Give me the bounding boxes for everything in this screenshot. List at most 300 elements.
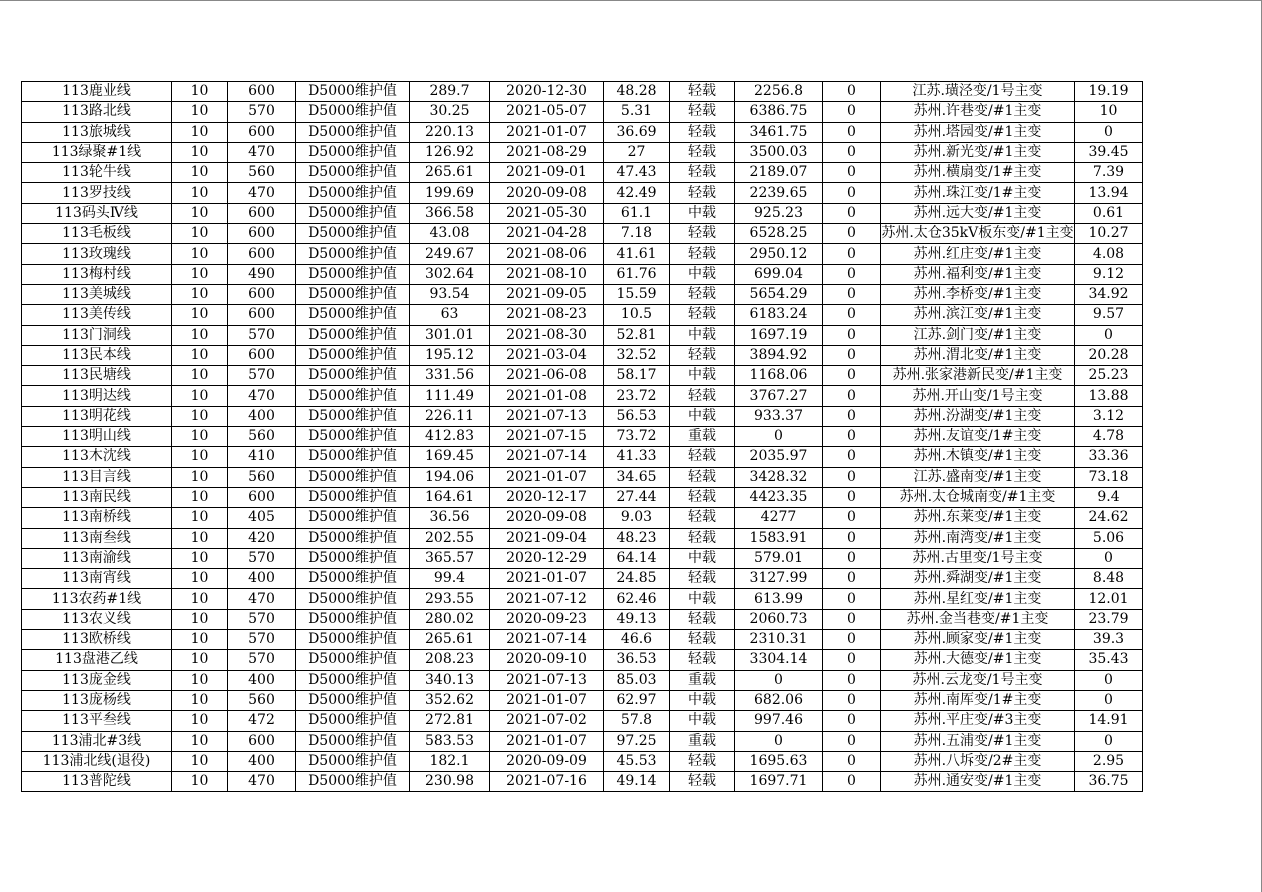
table-row xyxy=(22,447,1143,467)
source-cell: D5000维护值 xyxy=(296,690,410,710)
rated-current-cell: 490 xyxy=(228,264,296,284)
table-row xyxy=(22,670,1143,690)
load-level-cell: 轻载 xyxy=(670,82,735,102)
table-row xyxy=(22,650,1143,670)
date-cell: 2021-05-07 xyxy=(490,102,604,122)
rated-current-cell: 470 xyxy=(228,386,296,406)
table-row xyxy=(22,731,1143,751)
max-current-cell: 202.55 xyxy=(410,528,490,548)
date-cell: 2021-07-13 xyxy=(490,670,604,690)
source-cell: D5000维护值 xyxy=(296,487,410,507)
line-name-cell: 113南叁线 xyxy=(22,528,172,548)
voltage-cell: 10 xyxy=(172,386,228,406)
date-cell: 2021-08-23 xyxy=(490,305,604,325)
load-level-cell: 中载 xyxy=(670,589,735,609)
rated-current-cell: 470 xyxy=(228,589,296,609)
overload-count-cell: 0 xyxy=(823,690,881,710)
load-rate-cell: 52.81 xyxy=(604,325,670,345)
last-cell: 8.48 xyxy=(1075,569,1143,589)
max-current-cell: 366.58 xyxy=(410,203,490,223)
load-level-cell: 轻载 xyxy=(670,386,735,406)
table-row xyxy=(22,690,1143,710)
overload-count-cell: 0 xyxy=(823,122,881,142)
load-level-cell: 中载 xyxy=(670,406,735,426)
substation-cell: 苏州.木镇变/#1主变 xyxy=(881,447,1075,467)
substation-cell: 苏州.星红变/#1主变 xyxy=(881,589,1075,609)
load-level-cell: 轻载 xyxy=(670,467,735,487)
line-name-cell: 113浦北#3线 xyxy=(22,731,172,751)
date-cell: 2021-08-30 xyxy=(490,325,604,345)
line-name-cell: 113南宵线 xyxy=(22,569,172,589)
load-rate-cell: 27.44 xyxy=(604,487,670,507)
table-row xyxy=(22,589,1143,609)
line-name-cell: 113玫瑰线 xyxy=(22,244,172,264)
substation-cell: 苏州.开山变/1号主变 xyxy=(881,386,1075,406)
available-capacity-cell: 1697.71 xyxy=(735,772,823,792)
line-name-cell: 113鹿业线 xyxy=(22,82,172,102)
date-cell: 2020-09-08 xyxy=(490,508,604,528)
max-current-cell: 331.56 xyxy=(410,366,490,386)
substation-cell: 苏州.珠江变/1#主变 xyxy=(881,183,1075,203)
load-level-cell: 轻载 xyxy=(670,487,735,507)
rated-current-cell: 600 xyxy=(228,284,296,304)
source-cell: D5000维护值 xyxy=(296,427,410,447)
load-rate-cell: 10.5 xyxy=(604,305,670,325)
voltage-cell: 10 xyxy=(172,630,228,650)
date-cell: 2021-01-07 xyxy=(490,122,604,142)
substation-cell: 苏州.友谊变/1#主变 xyxy=(881,427,1075,447)
load-level-cell: 轻载 xyxy=(670,183,735,203)
voltage-cell: 10 xyxy=(172,122,228,142)
substation-cell: 苏州.舜湖变/#1主变 xyxy=(881,569,1075,589)
overload-count-cell: 0 xyxy=(823,183,881,203)
voltage-cell: 10 xyxy=(172,406,228,426)
substation-cell: 苏州.南厍变/1#主变 xyxy=(881,690,1075,710)
substation-cell: 江苏.剑门变/#1主变 xyxy=(881,325,1075,345)
rated-current-cell: 470 xyxy=(228,142,296,162)
substation-cell: 苏州.横扇变/1#主变 xyxy=(881,163,1075,183)
voltage-cell: 10 xyxy=(172,609,228,629)
load-rate-cell: 45.53 xyxy=(604,751,670,771)
source-cell: D5000维护值 xyxy=(296,122,410,142)
source-cell: D5000维护值 xyxy=(296,163,410,183)
line-name-cell: 113目言线 xyxy=(22,467,172,487)
source-cell: D5000维护值 xyxy=(296,386,410,406)
rated-current-cell: 400 xyxy=(228,569,296,589)
rated-current-cell: 570 xyxy=(228,630,296,650)
available-capacity-cell: 5654.29 xyxy=(735,284,823,304)
date-cell: 2021-04-28 xyxy=(490,224,604,244)
rated-current-cell: 600 xyxy=(228,305,296,325)
available-capacity-cell: 933.37 xyxy=(735,406,823,426)
line-name-cell: 113农药#1线 xyxy=(22,589,172,609)
last-cell: 0 xyxy=(1075,690,1143,710)
date-cell: 2021-09-05 xyxy=(490,284,604,304)
date-cell: 2021-08-10 xyxy=(490,264,604,284)
load-level-cell: 轻载 xyxy=(670,528,735,548)
last-cell: 73.18 xyxy=(1075,467,1143,487)
last-cell: 14.91 xyxy=(1075,711,1143,731)
table-row xyxy=(22,427,1143,447)
table-row xyxy=(22,548,1143,568)
max-current-cell: 43.08 xyxy=(410,224,490,244)
date-cell: 2021-01-07 xyxy=(490,569,604,589)
load-level-cell: 重载 xyxy=(670,731,735,751)
line-name-cell: 113门洞线 xyxy=(22,325,172,345)
substation-cell: 苏州.通安变/#1主变 xyxy=(881,772,1075,792)
load-rate-cell: 62.46 xyxy=(604,589,670,609)
rated-current-cell: 600 xyxy=(228,731,296,751)
load-rate-cell: 32.52 xyxy=(604,345,670,365)
rated-current-cell: 570 xyxy=(228,609,296,629)
overload-count-cell: 0 xyxy=(823,386,881,406)
overload-count-cell: 0 xyxy=(823,264,881,284)
load-rate-cell: 15.59 xyxy=(604,284,670,304)
load-level-cell: 轻载 xyxy=(670,142,735,162)
voltage-cell: 10 xyxy=(172,528,228,548)
load-rate-cell: 5.31 xyxy=(604,102,670,122)
voltage-cell: 10 xyxy=(172,447,228,467)
table-row xyxy=(22,183,1143,203)
substation-cell: 苏州.红庄变/#1主变 xyxy=(881,244,1075,264)
load-level-cell: 重载 xyxy=(670,670,735,690)
load-rate-cell: 41.33 xyxy=(604,447,670,467)
overload-count-cell: 0 xyxy=(823,345,881,365)
max-current-cell: 265.61 xyxy=(410,630,490,650)
line-name-cell: 113明达线 xyxy=(22,386,172,406)
substation-cell: 苏州.太仓城南变/#1主变 xyxy=(881,487,1075,507)
load-level-cell: 轻载 xyxy=(670,650,735,670)
last-cell: 10.27 xyxy=(1075,224,1143,244)
page-top-border xyxy=(0,0,1262,1)
table-row xyxy=(22,467,1143,487)
source-cell: D5000维护值 xyxy=(296,528,410,548)
rated-current-cell: 400 xyxy=(228,670,296,690)
max-current-cell: 195.12 xyxy=(410,345,490,365)
rated-current-cell: 600 xyxy=(228,224,296,244)
load-rate-cell: 57.8 xyxy=(604,711,670,731)
load-rate-cell: 7.18 xyxy=(604,224,670,244)
line-name-cell: 113庞杨线 xyxy=(22,690,172,710)
source-cell: D5000维护值 xyxy=(296,731,410,751)
available-capacity-cell: 6386.75 xyxy=(735,102,823,122)
load-level-cell: 中载 xyxy=(670,690,735,710)
load-rate-cell: 36.53 xyxy=(604,650,670,670)
max-current-cell: 272.81 xyxy=(410,711,490,731)
load-level-cell: 轻载 xyxy=(670,102,735,122)
available-capacity-cell: 3767.27 xyxy=(735,386,823,406)
line-name-cell: 113轮牛线 xyxy=(22,163,172,183)
line-name-cell: 113南民线 xyxy=(22,487,172,507)
rated-current-cell: 472 xyxy=(228,711,296,731)
source-cell: D5000维护值 xyxy=(296,650,410,670)
overload-count-cell: 0 xyxy=(823,487,881,507)
line-name-cell: 113南渝线 xyxy=(22,548,172,568)
source-cell: D5000维护值 xyxy=(296,569,410,589)
voltage-cell: 10 xyxy=(172,183,228,203)
line-name-cell: 113普陀线 xyxy=(22,772,172,792)
rated-current-cell: 560 xyxy=(228,427,296,447)
last-cell: 3.12 xyxy=(1075,406,1143,426)
source-cell: D5000维护值 xyxy=(296,406,410,426)
substation-cell: 苏州.顾家变/#1主变 xyxy=(881,630,1075,650)
substation-cell: 苏州.云龙变/1号主变 xyxy=(881,670,1075,690)
last-cell: 33.36 xyxy=(1075,447,1143,467)
rated-current-cell: 570 xyxy=(228,548,296,568)
substation-cell: 苏州.滨江变/#1主变 xyxy=(881,305,1075,325)
source-cell: D5000维护值 xyxy=(296,589,410,609)
load-rate-cell: 61.1 xyxy=(604,203,670,223)
last-cell: 4.78 xyxy=(1075,427,1143,447)
table-row xyxy=(22,569,1143,589)
voltage-cell: 10 xyxy=(172,163,228,183)
substation-cell: 苏州.东莱变/#1主变 xyxy=(881,508,1075,528)
rated-current-cell: 600 xyxy=(228,82,296,102)
date-cell: 2021-07-14 xyxy=(490,447,604,467)
voltage-cell: 10 xyxy=(172,487,228,507)
available-capacity-cell: 699.04 xyxy=(735,264,823,284)
max-current-cell: 249.67 xyxy=(410,244,490,264)
last-cell: 34.92 xyxy=(1075,284,1143,304)
load-level-cell: 中载 xyxy=(670,264,735,284)
available-capacity-cell: 3500.03 xyxy=(735,142,823,162)
voltage-cell: 10 xyxy=(172,345,228,365)
source-cell: D5000维护值 xyxy=(296,82,410,102)
table-row xyxy=(22,528,1143,548)
load-rate-cell: 46.6 xyxy=(604,630,670,650)
max-current-cell: 583.53 xyxy=(410,731,490,751)
max-current-cell: 340.13 xyxy=(410,670,490,690)
overload-count-cell: 0 xyxy=(823,102,881,122)
date-cell: 2021-03-04 xyxy=(490,345,604,365)
last-cell: 39.45 xyxy=(1075,142,1143,162)
overload-count-cell: 0 xyxy=(823,589,881,609)
line-name-cell: 113毛板线 xyxy=(22,224,172,244)
last-cell: 23.79 xyxy=(1075,609,1143,629)
load-rate-cell: 58.17 xyxy=(604,366,670,386)
load-rate-cell: 85.03 xyxy=(604,670,670,690)
voltage-cell: 10 xyxy=(172,224,228,244)
rated-current-cell: 560 xyxy=(228,467,296,487)
rated-current-cell: 405 xyxy=(228,508,296,528)
last-cell: 2.95 xyxy=(1075,751,1143,771)
load-rate-cell: 27 xyxy=(604,142,670,162)
line-name-cell: 113罗技线 xyxy=(22,183,172,203)
date-cell: 2021-01-07 xyxy=(490,731,604,751)
last-cell: 0 xyxy=(1075,548,1143,568)
overload-count-cell: 0 xyxy=(823,528,881,548)
source-cell: D5000维护值 xyxy=(296,183,410,203)
voltage-cell: 10 xyxy=(172,142,228,162)
substation-cell: 苏州.远大变/#1主变 xyxy=(881,203,1075,223)
available-capacity-cell: 3461.75 xyxy=(735,122,823,142)
rated-current-cell: 410 xyxy=(228,447,296,467)
source-cell: D5000维护值 xyxy=(296,670,410,690)
load-level-cell: 中载 xyxy=(670,366,735,386)
available-capacity-cell: 3894.92 xyxy=(735,345,823,365)
load-rate-cell: 48.23 xyxy=(604,528,670,548)
overload-count-cell: 0 xyxy=(823,670,881,690)
substation-cell: 苏州.李桥变/#1主变 xyxy=(881,284,1075,304)
source-cell: D5000维护值 xyxy=(296,467,410,487)
voltage-cell: 10 xyxy=(172,508,228,528)
table-row xyxy=(22,366,1143,386)
rated-current-cell: 470 xyxy=(228,183,296,203)
available-capacity-cell: 3127.99 xyxy=(735,569,823,589)
load-level-cell: 重载 xyxy=(670,427,735,447)
source-cell: D5000维护值 xyxy=(296,548,410,568)
load-rate-cell: 48.28 xyxy=(604,82,670,102)
load-rate-cell: 23.72 xyxy=(604,386,670,406)
line-name-cell: 113民塘线 xyxy=(22,366,172,386)
load-rate-cell: 56.53 xyxy=(604,406,670,426)
available-capacity-cell: 1697.19 xyxy=(735,325,823,345)
source-cell: D5000维护值 xyxy=(296,630,410,650)
available-capacity-cell: 2256.8 xyxy=(735,82,823,102)
overload-count-cell: 0 xyxy=(823,244,881,264)
date-cell: 2020-09-23 xyxy=(490,609,604,629)
substation-cell: 苏州.南湾变/#1主变 xyxy=(881,528,1075,548)
voltage-cell: 10 xyxy=(172,264,228,284)
rated-current-cell: 570 xyxy=(228,366,296,386)
substation-cell: 苏州.渭北变/#1主变 xyxy=(881,345,1075,365)
table-row xyxy=(22,386,1143,406)
table-row xyxy=(22,224,1143,244)
source-cell: D5000维护值 xyxy=(296,102,410,122)
available-capacity-cell: 6528.25 xyxy=(735,224,823,244)
max-current-cell: 194.06 xyxy=(410,467,490,487)
last-cell: 13.94 xyxy=(1075,183,1143,203)
table-row xyxy=(22,102,1143,122)
available-capacity-cell: 1695.63 xyxy=(735,751,823,771)
max-current-cell: 111.49 xyxy=(410,386,490,406)
available-capacity-cell: 6183.24 xyxy=(735,305,823,325)
available-capacity-cell: 682.06 xyxy=(735,690,823,710)
date-cell: 2021-01-07 xyxy=(490,690,604,710)
available-capacity-cell: 2950.12 xyxy=(735,244,823,264)
source-cell: D5000维护值 xyxy=(296,345,410,365)
overload-count-cell: 0 xyxy=(823,366,881,386)
voltage-cell: 10 xyxy=(172,244,228,264)
source-cell: D5000维护值 xyxy=(296,325,410,345)
last-cell: 9.57 xyxy=(1075,305,1143,325)
load-level-cell: 轻载 xyxy=(670,224,735,244)
substation-cell: 苏州.太仓35kV板东变/#1主变 xyxy=(881,224,1075,244)
voltage-cell: 10 xyxy=(172,731,228,751)
max-current-cell: 36.56 xyxy=(410,508,490,528)
load-rate-cell: 41.61 xyxy=(604,244,670,264)
available-capacity-cell: 0 xyxy=(735,427,823,447)
max-current-cell: 126.92 xyxy=(410,142,490,162)
table-row xyxy=(22,122,1143,142)
voltage-cell: 10 xyxy=(172,427,228,447)
date-cell: 2021-09-04 xyxy=(490,528,604,548)
max-current-cell: 352.62 xyxy=(410,690,490,710)
available-capacity-cell: 2060.73 xyxy=(735,609,823,629)
line-name-cell: 113盘港乙线 xyxy=(22,650,172,670)
last-cell: 13.88 xyxy=(1075,386,1143,406)
table-body xyxy=(22,82,1143,792)
max-current-cell: 289.7 xyxy=(410,82,490,102)
substation-cell: 苏州.汾湖变/#1主变 xyxy=(881,406,1075,426)
substation-cell: 苏州.张家港新民变/#1主变 xyxy=(881,366,1075,386)
line-name-cell: 113民本线 xyxy=(22,345,172,365)
rated-current-cell: 470 xyxy=(228,772,296,792)
max-current-cell: 226.11 xyxy=(410,406,490,426)
voltage-cell: 10 xyxy=(172,284,228,304)
date-cell: 2021-07-12 xyxy=(490,589,604,609)
overload-count-cell: 0 xyxy=(823,406,881,426)
available-capacity-cell: 2310.31 xyxy=(735,630,823,650)
feeder-load-table xyxy=(21,81,1143,792)
date-cell: 2021-08-29 xyxy=(490,142,604,162)
substation-cell: 苏州.五浦变/#1主变 xyxy=(881,731,1075,751)
source-cell: D5000维护值 xyxy=(296,711,410,731)
rated-current-cell: 420 xyxy=(228,528,296,548)
max-current-cell: 293.55 xyxy=(410,589,490,609)
overload-count-cell: 0 xyxy=(823,305,881,325)
table-row xyxy=(22,325,1143,345)
last-cell: 0 xyxy=(1075,731,1143,751)
substation-cell: 苏州.塔园变/#1主变 xyxy=(881,122,1075,142)
date-cell: 2021-07-02 xyxy=(490,711,604,731)
last-cell: 24.62 xyxy=(1075,508,1143,528)
last-cell: 35.43 xyxy=(1075,650,1143,670)
available-capacity-cell: 2189.07 xyxy=(735,163,823,183)
table-row xyxy=(22,711,1143,731)
overload-count-cell: 0 xyxy=(823,772,881,792)
max-current-cell: 182.1 xyxy=(410,751,490,771)
max-current-cell: 265.61 xyxy=(410,163,490,183)
source-cell: D5000维护值 xyxy=(296,224,410,244)
max-current-cell: 164.61 xyxy=(410,487,490,507)
voltage-cell: 10 xyxy=(172,670,228,690)
rated-current-cell: 600 xyxy=(228,203,296,223)
substation-cell: 江苏.盛南变/#1主变 xyxy=(881,467,1075,487)
source-cell: D5000维护值 xyxy=(296,284,410,304)
overload-count-cell: 0 xyxy=(823,569,881,589)
date-cell: 2021-07-15 xyxy=(490,427,604,447)
last-cell: 0 xyxy=(1075,670,1143,690)
overload-count-cell: 0 xyxy=(823,447,881,467)
load-level-cell: 轻载 xyxy=(670,569,735,589)
source-cell: D5000维护值 xyxy=(296,447,410,467)
date-cell: 2021-06-08 xyxy=(490,366,604,386)
last-cell: 0.61 xyxy=(1075,203,1143,223)
voltage-cell: 10 xyxy=(172,325,228,345)
table-row xyxy=(22,487,1143,507)
date-cell: 2020-09-10 xyxy=(490,650,604,670)
line-name-cell: 113庞金线 xyxy=(22,670,172,690)
voltage-cell: 10 xyxy=(172,751,228,771)
max-current-cell: 99.4 xyxy=(410,569,490,589)
last-cell: 19.19 xyxy=(1075,82,1143,102)
overload-count-cell: 0 xyxy=(823,203,881,223)
rated-current-cell: 600 xyxy=(228,244,296,264)
voltage-cell: 10 xyxy=(172,82,228,102)
rated-current-cell: 400 xyxy=(228,751,296,771)
date-cell: 2021-07-14 xyxy=(490,630,604,650)
overload-count-cell: 0 xyxy=(823,731,881,751)
max-current-cell: 30.25 xyxy=(410,102,490,122)
source-cell: D5000维护值 xyxy=(296,508,410,528)
available-capacity-cell: 2239.65 xyxy=(735,183,823,203)
load-level-cell: 轻载 xyxy=(670,244,735,264)
available-capacity-cell: 579.01 xyxy=(735,548,823,568)
table-row xyxy=(22,163,1143,183)
table-row xyxy=(22,284,1143,304)
overload-count-cell: 0 xyxy=(823,284,881,304)
